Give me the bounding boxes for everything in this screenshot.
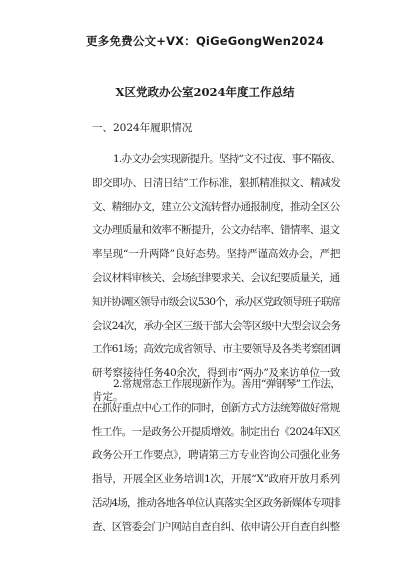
paragraph-line: 政务公开工作要点》，聘请第三方专业咨询公司强化业务 xyxy=(92,449,341,462)
paragraph-line: 文办理质量和效率不断提升，公文办结率、错情率、退文 xyxy=(92,224,340,237)
paragraph-line: 活动4场，推动各地各单位认真落实全区政务新媒体专项排 xyxy=(92,496,341,509)
paragraph-line: 知并协调区领导市级会议530个，承办区党政领导班子联席 xyxy=(92,295,341,308)
paragraph-line: 会议材料审核关、会场纪律要求关、会议纪要质量关，通 xyxy=(92,271,340,284)
paragraph-line: 指导，开展全区业务培训1次，开展“X”政府开放月系列 xyxy=(92,473,340,486)
paragraph-1 xyxy=(92,148,340,410)
section-heading: 一、2024年履职情况 xyxy=(92,122,193,134)
promo-header: 更多免费公文+VX：QiGeGongWen2024 xyxy=(86,34,324,48)
document-title: X区党政办公室2024年度工作总结 xyxy=(115,85,295,99)
paragraph-line: 即交即办、日清日结”工作标准，狠抓精准拟文、精减发 xyxy=(92,176,341,189)
paragraph-2 xyxy=(92,373,340,540)
paragraph-line: 在抓好重点中心工作的同时，创新方式方法统筹做好常规 xyxy=(92,401,340,414)
paragraph-line: 1.办文办会实现新提升。坚持“文不过夜、事不隔夜、 xyxy=(113,153,341,165)
paragraph-line: 查、区管委会门户网站自查自纠、依申请公开自查自纠整 xyxy=(92,520,340,533)
paragraph-line: 工作61场；高效完成省领导、市主要领导及各类考察团调 xyxy=(92,343,341,356)
paragraph-line: 率呈现“一升两降”良好态势。坚持严谨高效办会，严把 xyxy=(92,248,341,261)
paragraph-line: 2.常规常态工作展现新作为。善用“弹钢琴”工作法， xyxy=(113,378,341,390)
paragraph-line: 研考察接待任务40余次，得到市“两办”及来访单位一致 xyxy=(92,367,341,380)
paragraph-line: 肯定。 xyxy=(92,390,124,403)
paragraph-line: 文、精细办文，建立公文流转督办通报制度，推动全区公 xyxy=(92,200,340,213)
paragraph-line: 性工作。一是政务公开提质增效。制定出台《2024年X区 xyxy=(92,425,341,438)
paragraph-line: 会议24次，承办全区三级干部大会等区级中大型会议会务 xyxy=(92,319,341,332)
